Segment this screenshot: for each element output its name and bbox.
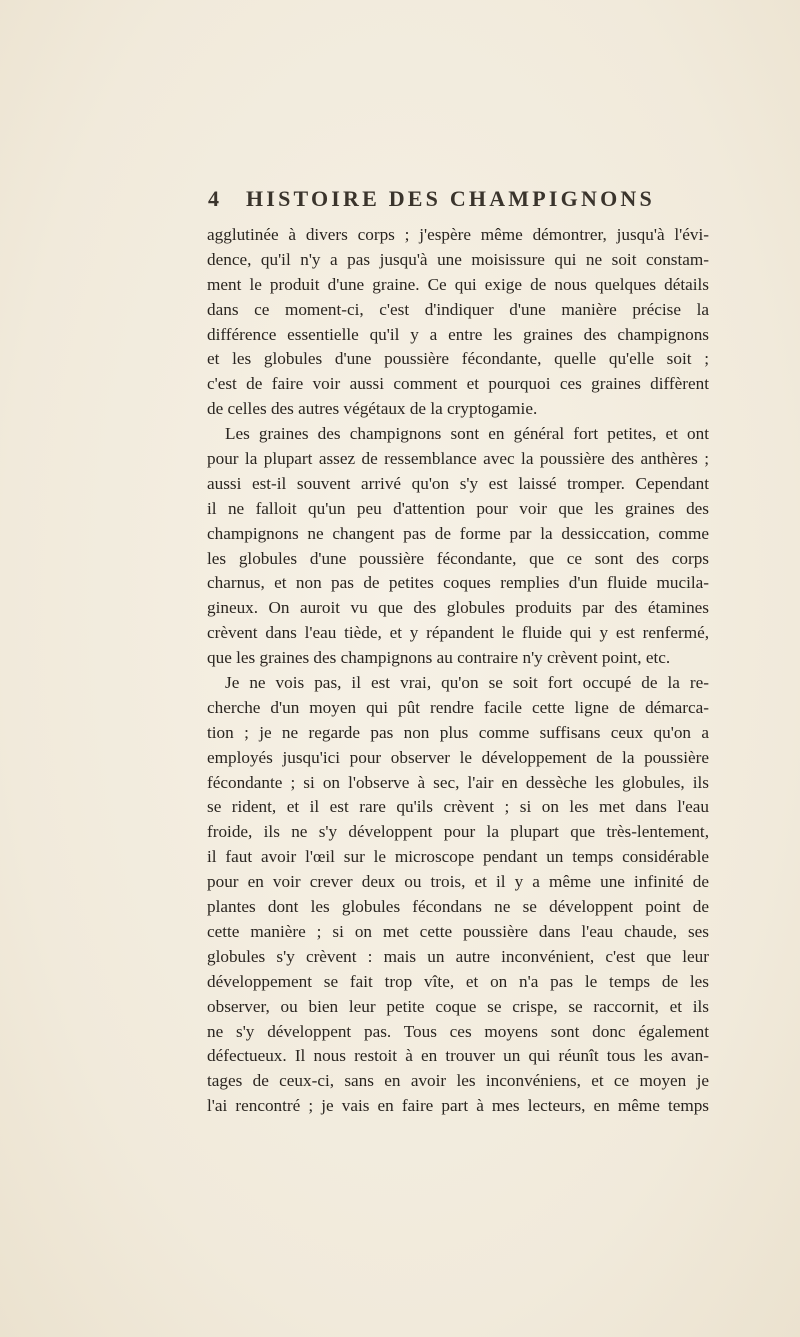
- text-line: froide, ils ne s'y développent pour la plupart que très-lentement,: [207, 822, 709, 842]
- text-line: et les globules d'une poussière fécondante, quelle qu'elle soit ;: [207, 349, 709, 369]
- text-line: de celles des autres végétaux de la cryptogamie.: [207, 399, 538, 419]
- text-line: fécondante ; si on l'observe à sec, l'air en dessèche les globules, ils: [207, 772, 709, 792]
- text-line: crèvent dans l'eau tiède, et y répandent le fluide qui y est renfermé,: [207, 623, 709, 643]
- running-title: HISTOIRE DES CHAMPIGNONS: [246, 186, 655, 211]
- text-line: se rident, et il est rare qu'ils crèvent ; si on les met dans l'eau: [207, 797, 709, 817]
- text-line: ment le produit d'une graine. Ce qui exige de nous quelques détails: [207, 274, 709, 294]
- text-line: champignons ne changent pas de forme par la dessiccation, comme: [207, 523, 709, 543]
- text-line: tages de ceux-ci, sans en avoir les inconvéniens, et ce moyen je: [207, 1071, 709, 1091]
- text-line: Les graines des champignons sont en général fort petites, et ont: [225, 424, 709, 444]
- text-line: aussi est-il souvent arrivé qu'on s'y est laissé tromper. Cependant: [207, 473, 709, 493]
- text-line: ne s'y développent pas. Tous ces moyens sont donc également: [207, 1021, 709, 1041]
- text-line: défectueux. Il nous restoit à en trouver un qui réunît tous les avan-: [207, 1046, 709, 1066]
- text-line: tion ; je ne regarde pas non plus comme suffisans ceux qu'on a: [207, 722, 709, 742]
- text-line: charnus, et non pas de petites coques remplies d'un fluide mucila-: [207, 573, 709, 593]
- text-line: Je ne vois pas, il est vrai, qu'on se soit fort occupé de la re-: [225, 673, 709, 693]
- text-line: agglutinée à divers corps ; j'espère même démontrer, jusqu'à l'évi-: [207, 225, 709, 244]
- text-line: il ne falloit qu'un peu d'attention pour voir que les graines des: [207, 498, 709, 518]
- text-line: dence, qu'il n'y a pas jusqu'à une moisissure qui ne soit constam-: [207, 249, 709, 269]
- text-line: employés jusqu'ici pour observer le développement de la poussière: [207, 747, 709, 767]
- text-line: observer, ou bien leur petite coque se crispe, se raccornit, et ils: [207, 996, 709, 1016]
- text-line: pour la plupart assez de ressemblance avec la poussière des anthères ;: [207, 449, 709, 469]
- body-text: [207, 223, 709, 1119]
- text-line: que les graines des champignons au contraire n'y crèvent point, etc.: [207, 648, 671, 668]
- text-line: pour en voir crever deux ou trois, et il y a même une infinité de: [207, 872, 709, 892]
- text-line: globules s'y crèvent : mais un autre inconvénient, c'est que leur: [207, 946, 709, 966]
- text-line: différence essentielle qu'il y a entre les graines des champignons: [207, 324, 709, 344]
- text-line: dans ce moment-ci, c'est d'indiquer d'une manière précise la: [207, 299, 709, 319]
- text-line: c'est de faire voir aussi comment et pourquoi ces graines diffèrent: [207, 374, 709, 394]
- text-line: cherche d'un moyen qui pût rendre facile cette ligne de démarca-: [207, 697, 709, 717]
- text-line: développement se fait trop vîte, et on n'a pas le temps de les: [207, 971, 709, 991]
- text-line: cette manière ; si on met cette poussière dans l'eau chaude, ses: [207, 921, 709, 941]
- page-number: 4: [208, 186, 219, 211]
- text-line: il faut avoir l'œil sur le microscope pendant un temps considérable: [207, 847, 709, 867]
- page-header: [208, 186, 708, 216]
- text-line: les globules d'une poussière fécondante, que ce sont des corps: [207, 548, 709, 568]
- text-line: plantes dont les globules fécondans ne se développent point de: [207, 897, 709, 917]
- text-line: l'ai rencontré ; je vais en faire part à mes lecteurs, en même temps: [207, 1096, 709, 1116]
- text-line: gineux. On auroit vu que des globules produits par des étamines: [207, 598, 709, 618]
